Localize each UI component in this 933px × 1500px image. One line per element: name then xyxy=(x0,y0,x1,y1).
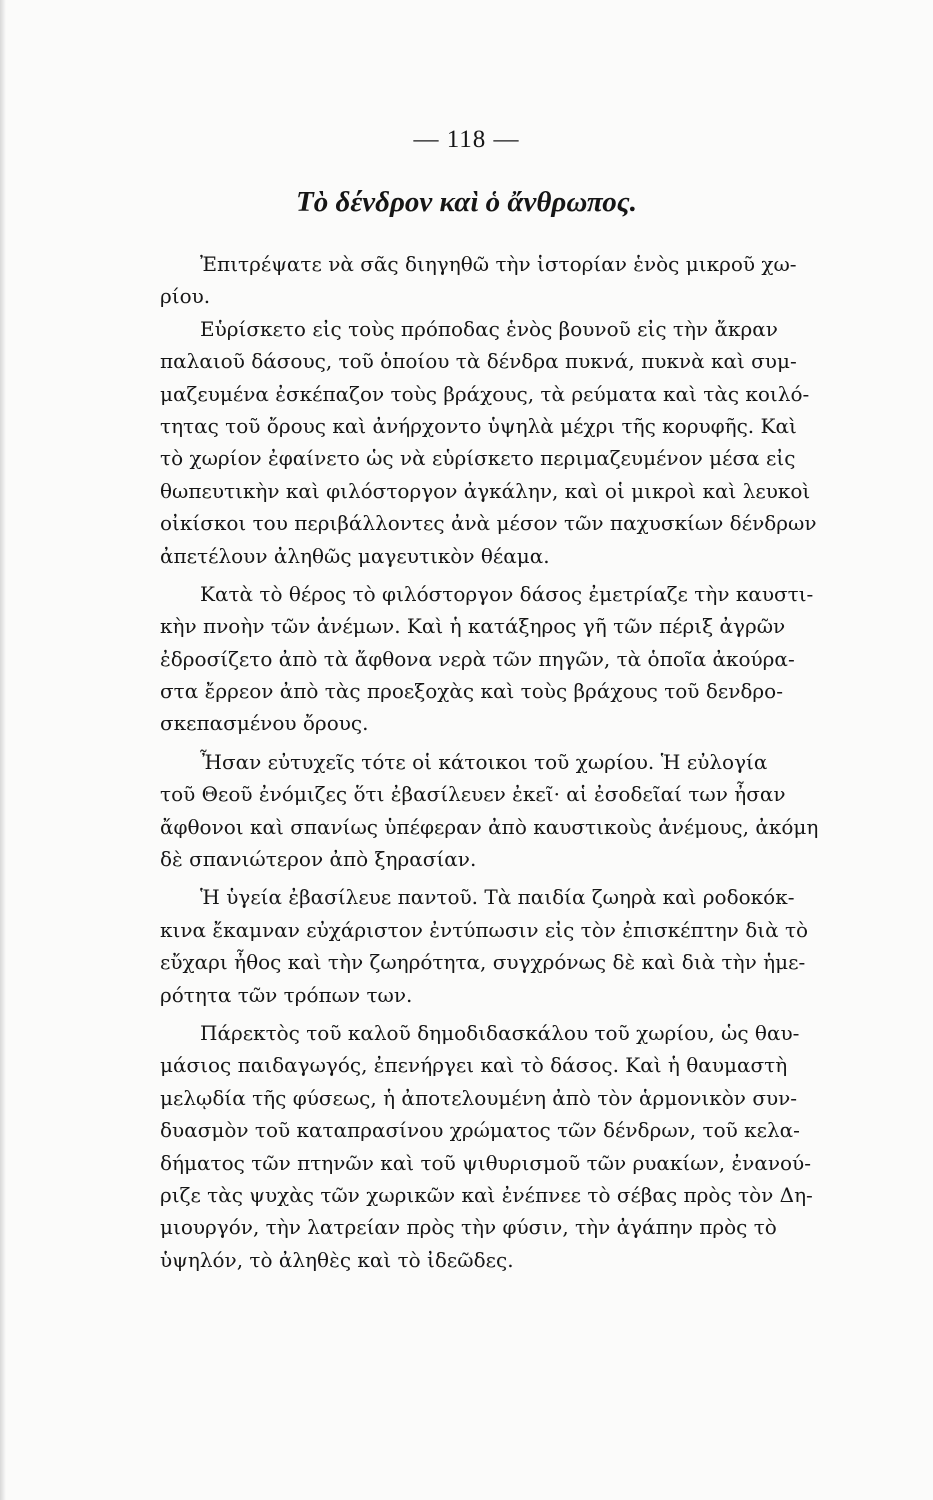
text-line: δυασμὸν τοῦ καταπρασίνου χρώματος τῶν δένδρων, τοῦ κελα- xyxy=(160,1118,800,1143)
body-text xyxy=(160,248,882,1276)
text-line: Κατὰ τὸ θέρος τὸ φιλόστοργον δάσος ἐμετρίαζε τὴν καυστι- xyxy=(200,581,814,606)
text-line: μελῳδία τῆς φύσεως, ἡ ἀποτελουμένη ἀπὸ τὸν ἁρμονικὸν συν- xyxy=(160,1085,798,1110)
text-line: μαζευμένα ἐσκέπαζον τοὺς βράχους, τὰ ρεύματα καὶ τὰς κοιλό- xyxy=(160,381,810,406)
text-line: Ἦσαν εὐτυχεῖς τότε οἱ κάτοικοι τοῦ χωρίου. Ἡ εὐλογία xyxy=(200,749,768,774)
text-line: τητας τοῦ ὄρους καὶ ἀνήρχοντο ὑψηλὰ μέχρι τῆς κορυφῆς. Καὶ xyxy=(160,413,797,438)
text-line: κὴν πνοὴν τῶν ἀνέμων. Καὶ ἡ κατάξηρος γῆ τῶν πέριξ ἀγρῶν xyxy=(160,614,786,639)
text-line: σκεπασμένου ὄρους. xyxy=(160,711,369,736)
text-line: μιουργόν, τὴν λατρείαν πρὸς τὴν φύσιν, τὴν ἀγάπην πρὸς τὸ xyxy=(160,1215,777,1240)
text-line: μάσιος παιδαγωγός, ἐπενήργει καὶ τὸ δάσος. Καὶ ἡ θαυμαστὴ xyxy=(160,1053,788,1078)
text-line: Ἐπιτρέψατε νὰ σᾶς διηγηθῶ τὴν ἱστορίαν ἑνὸς μικροῦ χω- xyxy=(200,252,797,276)
text-line: ριζε τὰς ψυχὰς τῶν χωρικῶν καὶ ἐνέπνεε τὸ σέβας πρὸς τὸν Δη- xyxy=(160,1182,813,1207)
text-line: Πάρεκτὸς τοῦ καλοῦ δημοδιδασκάλου τοῦ χωρίου, ὡς θαυ- xyxy=(200,1020,800,1045)
text-line: εὔχαρι ἦθος καὶ τὴν ζωηρότητα, συγχρόνως δὲ καὶ διὰ τὴν ἡμε- xyxy=(160,950,806,975)
text-line: ὑψηλόν, τὸ ἀληθὲς καὶ τὸ ἰδεῶδες. xyxy=(160,1247,514,1272)
text-line: Εὑρίσκετο εἰς τοὺς πρόποδας ἑνὸς βουνοῦ εἰς τὴν ἄκραν xyxy=(200,316,778,341)
text-line: παλαιοῦ δάσους, τοῦ ὁποίου τὰ δένδρα πυκνά, πυκνὰ καὶ συμ- xyxy=(160,349,797,374)
text-line: ἄφθονοι καὶ σπανίως ὑπέφεραν ἀπὸ καυστικοὺς ἀνέμους, ἀκόμη xyxy=(160,814,819,839)
page-number: — 118 — xyxy=(413,126,520,153)
chapter-title: Τὸ δένδρον καὶ ὁ ἄνθρωπος. xyxy=(296,186,637,218)
text-line: ρίου. xyxy=(160,284,211,309)
text-line: τὸ χωρίον ἐφαίνετο ὡς νὰ εὑρίσκετο περιμαζευμένον μέσα εἰς xyxy=(160,446,796,471)
text-line: τοῦ Θεοῦ ἐνόμιζες ὅτι ἐβασίλευεν ἐκεῖ· αἱ ἐσοδεῖαί των ἦσαν xyxy=(160,782,786,807)
text-line: δήματος τῶν πτηνῶν καὶ τοῦ ψιθυρισμοῦ τῶν ρυακίων, ἐνανού- xyxy=(160,1150,811,1175)
text-line: οἰκίσκοι του περιβάλλοντες ἀνὰ μέσον τῶν παχυσκίων δένδρων xyxy=(160,511,817,536)
page-edge-shadow xyxy=(0,0,6,1500)
text-line: ἐδροσίζετο ἀπὸ τὰ ἄφθονα νερὰ τῶν πηγῶν, τὰ ὁποῖα ἀκούρα- xyxy=(160,646,795,671)
text-line: ἀπετέλουν ἀληθῶς μαγευτικὸν θέαμα. xyxy=(160,543,550,568)
text-line: στα ἔρρεον ἀπὸ τὰς προεξοχὰς καὶ τοὺς βράχους τοῦ δενδρο- xyxy=(160,679,783,704)
text-line: κινα ἔκαμναν εὐχάριστον ἐντύπωσιν εἰς τὸν ἐπισκέπτην διὰ τὸ xyxy=(160,917,809,942)
text-line: Ἡ ὑγεία ἐβασίλευε παντοῦ. Τὰ παιδία ζωηρὰ καὶ ροδοκόκ- xyxy=(200,885,795,910)
text-line: δὲ σπανιώτερον ἀπὸ ξηρασίαν. xyxy=(160,847,477,872)
text-line: θωπευτικὴν καὶ φιλόστοργον ἀγκάλην, καὶ οἱ μικροὶ καὶ λευκοὶ xyxy=(160,478,811,503)
text-line: ρότητα τῶν τρόπων των. xyxy=(160,982,413,1007)
